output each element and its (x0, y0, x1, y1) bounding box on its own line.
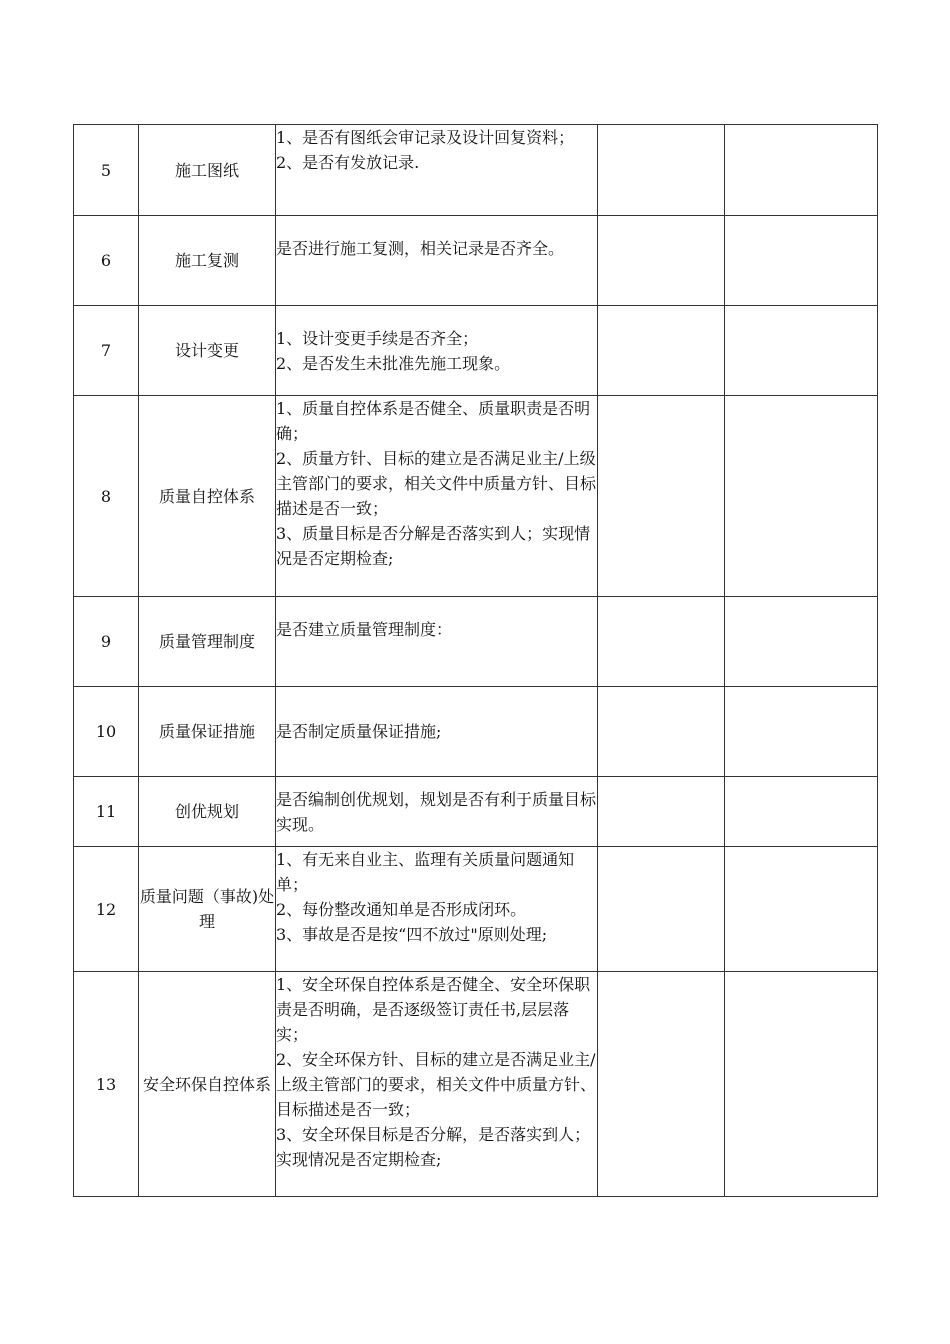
table-row (74, 972, 878, 1197)
blank-cell (598, 216, 725, 306)
check-content (276, 306, 598, 396)
row-number: 12 (74, 847, 139, 972)
blank-cell (725, 306, 878, 396)
check-item: 设计变更 (139, 306, 276, 396)
table-row (74, 687, 878, 777)
table-row (74, 777, 878, 847)
table-row (74, 306, 878, 396)
check-item: 质量自控体系 (139, 396, 276, 597)
blank-cell (598, 396, 725, 597)
check-item: 施工复测 (139, 216, 276, 306)
content-line: 2、是否发生未批准先施工现象。 (276, 354, 511, 373)
row-number: 11 (74, 777, 139, 847)
blank-cell (725, 216, 878, 306)
blank-cell (598, 687, 725, 777)
check-item: 质量保证措施 (139, 687, 276, 777)
check-item: 质量管理制度 (139, 597, 276, 687)
row-number: 6 (74, 216, 139, 306)
row-number: 13 (74, 972, 139, 1197)
check-content (276, 216, 598, 306)
check-content (276, 687, 598, 777)
check-item: 施工图纸 (139, 125, 276, 216)
check-item: 质量问题（事故)处理 (139, 847, 276, 972)
content-line: 3、安全环保目标是否分解，是否落实到人；实现情况是否定期检查; (276, 1125, 591, 1169)
blank-cell (598, 306, 725, 396)
content-line: 2、质量方针、目标的建立是否满足业主/上级主管部门的要求，相关文件中质量方针、目标描述是否一致； (276, 449, 597, 518)
check-content (276, 777, 598, 847)
blank-cell (725, 125, 878, 216)
content-line: 3、事故是否是按“四不放过"原则处理; (276, 925, 548, 944)
content-line: 2、安全环保方针、目标的建立是否满足业主/上级主管部门的要求，相关文件中质量方针、目标描述是否一致； (276, 1050, 597, 1119)
row-number: 9 (74, 597, 139, 687)
table-row (74, 216, 878, 306)
content-line: 是否进行施工复测，相关记录是否齐全。 (276, 239, 565, 258)
content-line: 3、质量目标是否分解是否落实到人；实现情况是否定期检查; (276, 524, 591, 568)
inspection-checklist-table (73, 124, 878, 1197)
table-row (74, 597, 878, 687)
blank-cell (725, 687, 878, 777)
table-row (74, 396, 878, 597)
blank-cell (598, 597, 725, 687)
blank-cell (598, 125, 725, 216)
table-row (74, 125, 878, 216)
content-line: 2、每份整改通知单是否形成闭环。 (276, 900, 527, 919)
check-content (276, 396, 598, 597)
blank-cell (598, 972, 725, 1197)
blank-cell (598, 777, 725, 847)
content-line: 1、质量自控体系是否健全、质量职责是否明确； (276, 399, 591, 443)
blank-cell (598, 847, 725, 972)
blank-cell (725, 847, 878, 972)
blank-cell (725, 777, 878, 847)
check-content (276, 972, 598, 1197)
content-line: 是否制定质量保证措施; (276, 722, 442, 741)
check-item: 安全环保自控体系 (139, 972, 276, 1197)
content-line: 是否建立质量管理制度： (276, 620, 453, 639)
check-content (276, 847, 598, 972)
content-line: 2、是否有发放记录. (276, 153, 420, 172)
content-line: 1、有无来自业主、监理有关质量问题通知单； (276, 850, 575, 894)
content-line: 1、是否有图纸会审记录及设计回复资料； (276, 128, 575, 147)
row-number: 5 (74, 125, 139, 216)
content-line: 1、安全环保自控体系是否健全、安全环保职责是否明确，是否逐级签订责任书,层层落实； (276, 975, 591, 1044)
check-item: 创优规划 (139, 777, 276, 847)
content-line: 是否编制创优规划，规划是否有利于质量目标实现。 (276, 790, 597, 834)
check-content (276, 125, 598, 216)
blank-cell (725, 972, 878, 1197)
blank-cell (725, 597, 878, 687)
check-content (276, 597, 598, 687)
content-line: 1、设计变更手续是否齐全； (276, 329, 479, 348)
row-number: 10 (74, 687, 139, 777)
row-number: 7 (74, 306, 139, 396)
blank-cell (725, 396, 878, 597)
row-number: 8 (74, 396, 139, 597)
table-row (74, 847, 878, 972)
